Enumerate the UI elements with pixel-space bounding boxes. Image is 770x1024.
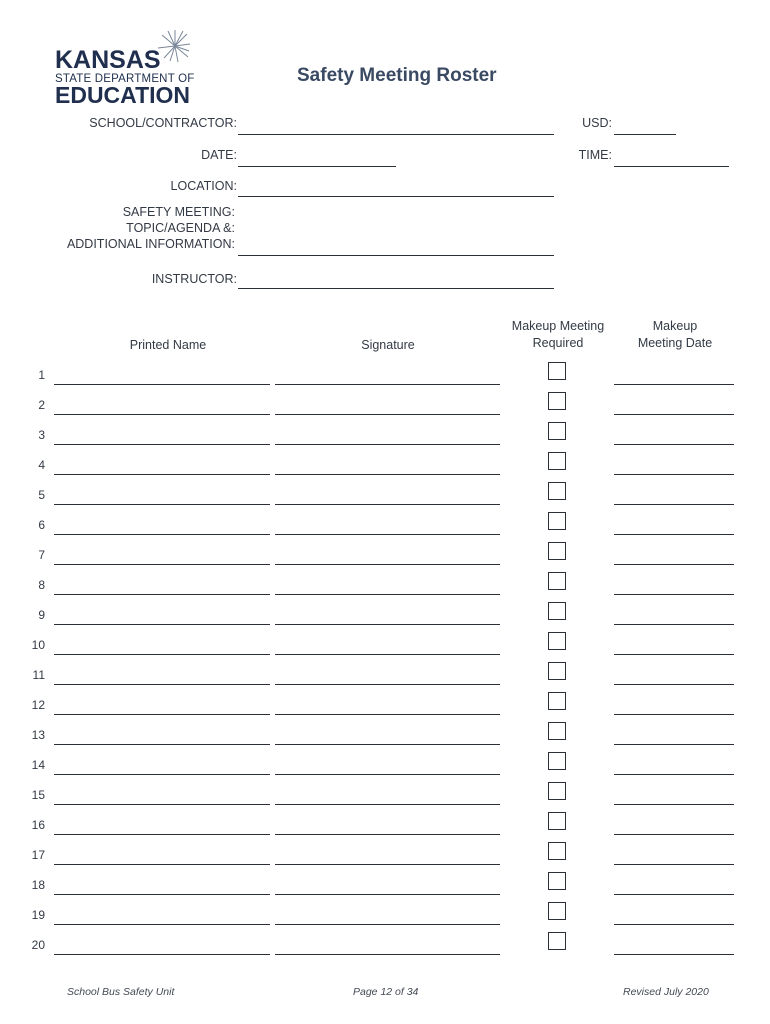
- makeup-required-checkbox[interactable]: [548, 902, 566, 920]
- signature-field[interactable]: [275, 744, 500, 745]
- row-number: 5: [38, 488, 45, 502]
- row-number: 3: [38, 428, 45, 442]
- makeup-required-checkbox[interactable]: [548, 422, 566, 440]
- makeup-date-field[interactable]: [614, 654, 734, 655]
- makeup-date-field[interactable]: [614, 474, 734, 475]
- row-number: 4: [38, 458, 45, 472]
- signature-field[interactable]: [275, 384, 500, 385]
- makeup-date-header: [615, 318, 735, 352]
- makeup-required-checkbox[interactable]: [548, 632, 566, 650]
- printed-name-field[interactable]: [54, 714, 270, 715]
- printed-name-field[interactable]: [54, 954, 270, 955]
- printed-name-field[interactable]: [54, 384, 270, 385]
- printed-name-header: Printed Name: [129, 338, 207, 352]
- signature-field[interactable]: [275, 684, 500, 685]
- logo-education: EDUCATION: [55, 82, 191, 108]
- printed-name-field[interactable]: [54, 774, 270, 775]
- makeup-required-header-line2: Required: [532, 336, 584, 350]
- row-number: 18: [31, 878, 45, 892]
- instructor-field[interactable]: [238, 288, 554, 289]
- topic-label-line3: ADDITIONAL INFORMATION:: [66, 237, 235, 251]
- usd-field[interactable]: [614, 134, 676, 135]
- location-label: LOCATION:: [170, 179, 237, 193]
- row-number: 12: [31, 698, 45, 712]
- makeup-required-header: [498, 318, 618, 352]
- makeup-date-field[interactable]: [614, 414, 734, 415]
- signature-field[interactable]: [275, 774, 500, 775]
- signature-field[interactable]: [275, 714, 500, 715]
- topic-label-line2: TOPIC/AGENDA &:: [126, 221, 235, 235]
- signature-field[interactable]: [275, 804, 500, 805]
- signature-field[interactable]: [275, 534, 500, 535]
- location-field[interactable]: [238, 196, 554, 197]
- makeup-required-checkbox[interactable]: [548, 782, 566, 800]
- usd-label: USD:: [582, 116, 612, 130]
- makeup-required-checkbox[interactable]: [548, 452, 566, 470]
- makeup-required-checkbox[interactable]: [548, 392, 566, 410]
- printed-name-field[interactable]: [54, 684, 270, 685]
- makeup-required-checkbox[interactable]: [548, 662, 566, 680]
- row-number: 1: [38, 368, 45, 382]
- makeup-required-checkbox[interactable]: [548, 812, 566, 830]
- instructor-label: INSTRUCTOR:: [151, 272, 237, 286]
- row-number: 13: [31, 728, 45, 742]
- row-number: 10: [31, 638, 45, 652]
- logo-state-department: STATE DEPARTMENT OF: [55, 73, 195, 85]
- makeup-required-checkbox[interactable]: [548, 932, 566, 950]
- makeup-required-checkbox[interactable]: [548, 482, 566, 500]
- printed-name-field[interactable]: [54, 534, 270, 535]
- footer-page-number: Page 12 of 34: [353, 986, 419, 998]
- makeup-date-field[interactable]: [614, 684, 734, 685]
- makeup-date-field[interactable]: [614, 894, 734, 895]
- signature-header: Signature: [361, 338, 415, 352]
- printed-name-field[interactable]: [54, 924, 270, 925]
- makeup-date-field[interactable]: [614, 954, 734, 955]
- printed-name-field[interactable]: [54, 894, 270, 895]
- signature-field[interactable]: [275, 474, 500, 475]
- makeup-date-field[interactable]: [614, 534, 734, 535]
- signature-field[interactable]: [275, 624, 500, 625]
- makeup-required-checkbox[interactable]: [548, 752, 566, 770]
- printed-name-field[interactable]: [54, 594, 270, 595]
- topic-agenda-label: [67, 204, 235, 252]
- makeup-required-checkbox[interactable]: [548, 362, 566, 380]
- printed-name-field[interactable]: [54, 444, 270, 445]
- makeup-date-field[interactable]: [614, 504, 734, 505]
- signature-field[interactable]: [275, 894, 500, 895]
- makeup-date-field[interactable]: [614, 444, 734, 445]
- printed-name-field[interactable]: [54, 654, 270, 655]
- printed-name-field[interactable]: [54, 804, 270, 805]
- signature-field[interactable]: [275, 924, 500, 925]
- school-contractor-field[interactable]: [238, 134, 554, 135]
- page-title: Safety Meeting Roster: [297, 65, 497, 86]
- makeup-date-field[interactable]: [614, 744, 734, 745]
- printed-name-field[interactable]: [54, 474, 270, 475]
- row-number: 15: [31, 788, 45, 802]
- signature-field[interactable]: [275, 444, 500, 445]
- printed-name-field[interactable]: [54, 744, 270, 745]
- time-label: TIME:: [578, 148, 612, 162]
- signature-field[interactable]: [275, 864, 500, 865]
- time-field[interactable]: [614, 166, 729, 167]
- printed-name-field[interactable]: [54, 864, 270, 865]
- makeup-date-field[interactable]: [614, 774, 734, 775]
- topic-agenda-field[interactable]: [238, 255, 554, 256]
- footer-revised: Revised July 2020: [623, 986, 709, 998]
- printed-name-field[interactable]: [54, 504, 270, 505]
- row-number: 16: [31, 818, 45, 832]
- makeup-date-field[interactable]: [614, 564, 734, 565]
- date-label: DATE:: [201, 148, 237, 162]
- row-number: 19: [31, 908, 45, 922]
- signature-field[interactable]: [275, 594, 500, 595]
- ksde-logo: [55, 30, 205, 110]
- makeup-date-field[interactable]: [614, 624, 734, 625]
- makeup-date-field[interactable]: [614, 924, 734, 925]
- makeup-required-checkbox[interactable]: [548, 692, 566, 710]
- row-number: 2: [38, 398, 45, 412]
- printed-name-field[interactable]: [54, 624, 270, 625]
- makeup-required-checkbox[interactable]: [548, 542, 566, 560]
- school-contractor-label: SCHOOL/CONTRACTOR:: [89, 116, 237, 130]
- row-number: 14: [31, 758, 45, 772]
- printed-name-field[interactable]: [54, 834, 270, 835]
- row-number: 17: [31, 848, 45, 862]
- printed-name-field[interactable]: [54, 564, 270, 565]
- signature-field[interactable]: [275, 954, 500, 955]
- makeup-date-field[interactable]: [614, 834, 734, 835]
- makeup-date-field[interactable]: [614, 864, 734, 865]
- signature-field[interactable]: [275, 414, 500, 415]
- date-field[interactable]: [238, 166, 396, 167]
- makeup-required-checkbox[interactable]: [548, 872, 566, 890]
- printed-name-field[interactable]: [54, 414, 270, 415]
- row-number: 7: [38, 548, 45, 562]
- makeup-date-field[interactable]: [614, 594, 734, 595]
- logo-kansas: KANSAS: [55, 46, 161, 74]
- signature-field[interactable]: [275, 654, 500, 655]
- makeup-date-field[interactable]: [614, 384, 734, 385]
- makeup-required-checkbox[interactable]: [548, 602, 566, 620]
- makeup-date-header-line1: Makeup: [652, 319, 698, 333]
- makeup-date-field[interactable]: [614, 804, 734, 805]
- makeup-required-checkbox[interactable]: [548, 842, 566, 860]
- signature-field[interactable]: [275, 834, 500, 835]
- makeup-required-checkbox[interactable]: [548, 572, 566, 590]
- makeup-required-header-line1: Makeup Meeting: [511, 319, 605, 333]
- signature-field[interactable]: [275, 504, 500, 505]
- makeup-required-checkbox[interactable]: [548, 512, 566, 530]
- makeup-required-checkbox[interactable]: [548, 722, 566, 740]
- row-number: 6: [38, 518, 45, 532]
- makeup-date-field[interactable]: [614, 714, 734, 715]
- footer-left: School Bus Safety Unit: [67, 986, 175, 998]
- signature-field[interactable]: [275, 564, 500, 565]
- topic-label-line1: SAFETY MEETING:: [122, 205, 235, 219]
- row-number: 9: [38, 608, 45, 622]
- row-number: 11: [32, 668, 45, 682]
- makeup-date-header-line2: Meeting Date: [637, 336, 713, 350]
- row-number: 8: [38, 578, 45, 592]
- row-number: 20: [31, 938, 45, 952]
